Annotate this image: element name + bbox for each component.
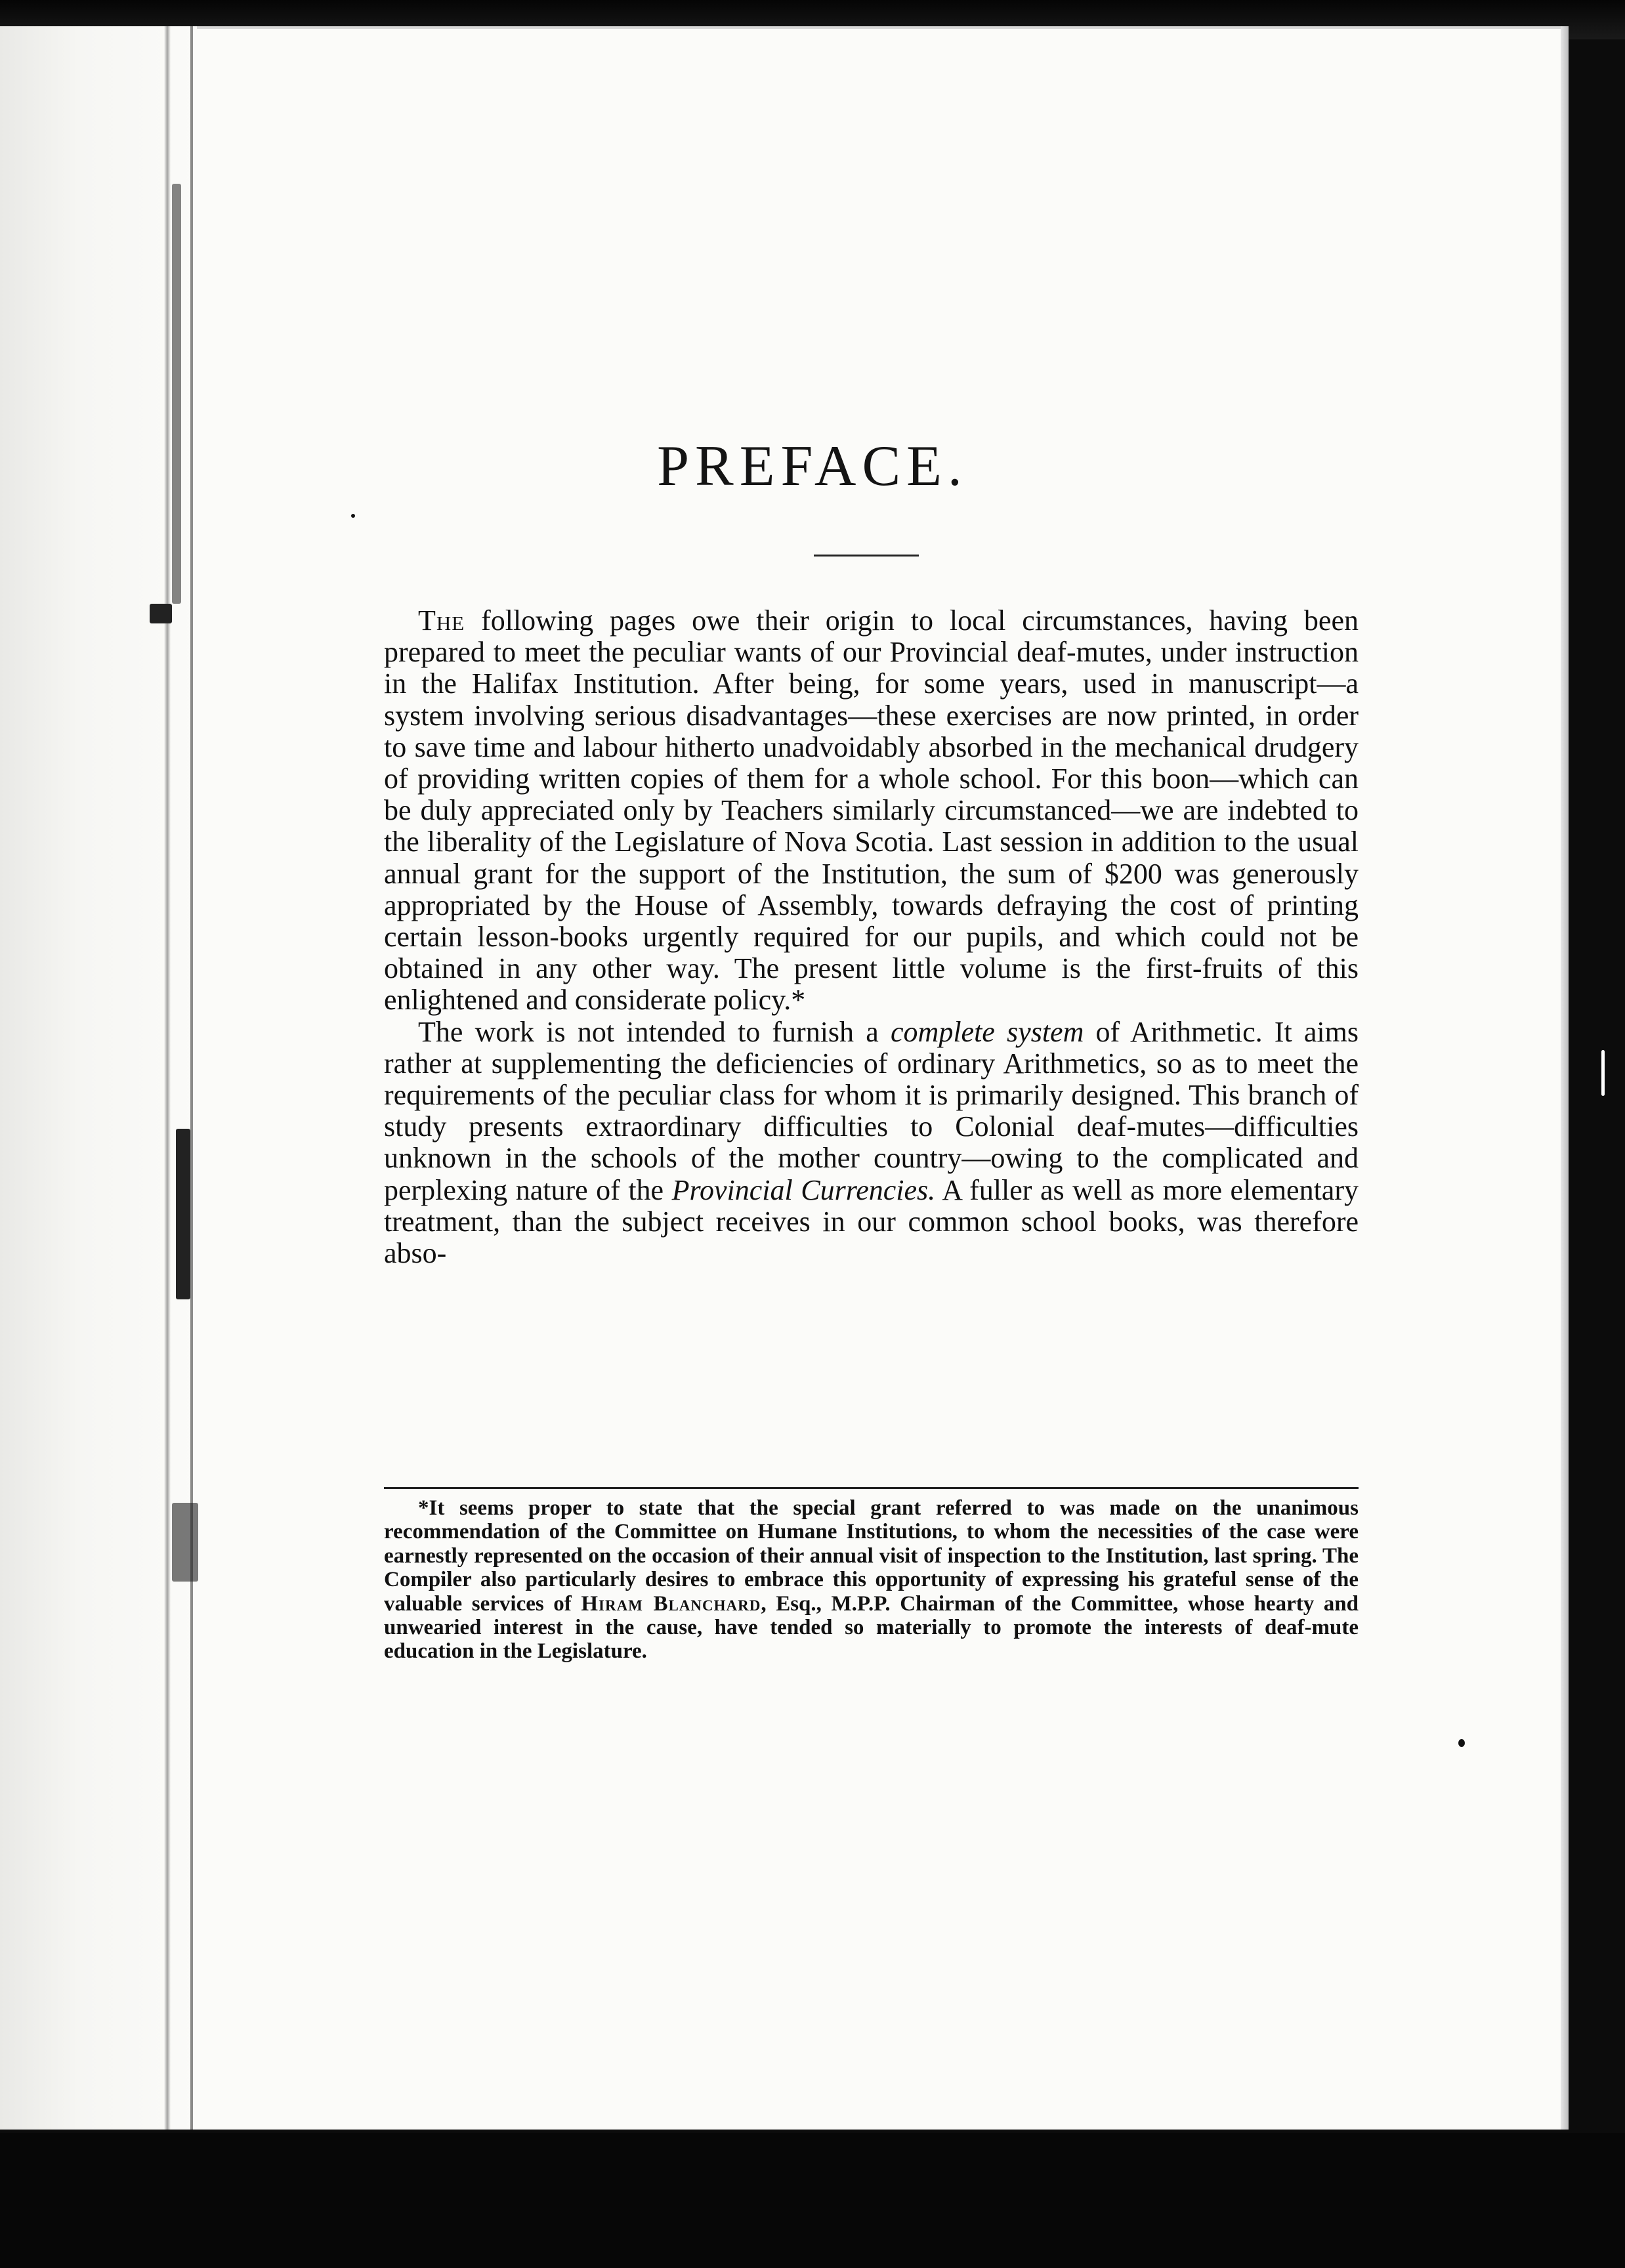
paragraph-1 [384,605,1359,1017]
paragraph-text: of Arithmetic. It aims rather at supplementing the deficiencies of ordinary Arithmetics, so as to meet the requirements of the peculiar class for whom it is primarily designed. This branch of study presents extraordinary difficulties to Colonial deaf-mutes—difficulties unknown in the schools of the mother country—owing to the complicated and perplexing nature of the [384,1015,1359,1206]
footnote [384,1496,1359,1664]
page-title: PREFACE. [657,434,968,498]
footnote-name: Hiram Blanchard [581,1591,761,1616]
page-edge-shadow [1561,26,1569,2130]
emphasis-complete-system: complete system [891,1015,1084,1048]
binding-thread-mark [176,1129,190,1299]
footnote-text: , Esq., M.P.P. Chairman of the Committee, whose hearty and unwearied interest in the cause, have tended so materially to promote the interests of deaf-mute education in the Legislature. [384,1591,1359,1664]
title-rule [814,555,919,556]
paragraph-2 [384,1017,1359,1270]
footnote-text: *It seems proper to state that the special grant referred to was made on the unanimous recommendation of the Committee on Humane Institutions, to whom the necessities of the case were earnestly represented on the occasion of their annual visit of inspection to the Institution, last spring. The Compiler also particularly desires to embrace this opportunity of expressing his grateful sense of the valuable services of [384,1496,1359,1616]
emphasis-provincial-currencies: Provincial Currencies. [671,1173,936,1206]
paragraph-text: following pages owe their origin to local circumstances, having been prepared to meet the peculiar wants of our Provincial deaf-mutes, under instruction in the Halifax Institution. After being, for some years, used in manuscript—a system involving serious disadvantages—these exercises are now printed, in order to save time and labour hitherto unadvoidably absorbed in the mechanical drudgery of providing written copies of them for a whole school. For this boon—which can be duly appreciated only by Teachers similarly circumstanced—we are indebted to the liberality of the Legislature of Nova Scotia. Last session in addition to the usual annual grant for the support of the Institution, the sum of $200 was generously appropriated by the House of Assembly, towards defraying the cost of printing certain lesson-books urgently required for our pupils, and which could not be obtained in any other way. The present little volume is the first-fruits of this enlightened and considerate policy.* [384,604,1359,1017]
ink-speck [1458,1739,1465,1747]
paragraph-text: A fuller as well as more elementary treatment, than the subject receives in our common school books, was therefore abso- [384,1173,1359,1270]
paragraph-text: The work is not intended to furnish a [418,1015,891,1048]
ink-speck [351,514,355,518]
binding-thread-mark [172,1503,198,1582]
fold-shadow [164,26,171,2130]
binding-thread-mark [172,184,181,604]
footnote-rule [384,1487,1359,1489]
fold-line [190,26,193,2130]
scan-border-bottom [0,2133,1625,2268]
ink-speck [1601,1050,1605,1096]
paragraph-lead: The [418,604,465,637]
preface-body [384,605,1359,1269]
binding-thread-mark [150,604,172,623]
